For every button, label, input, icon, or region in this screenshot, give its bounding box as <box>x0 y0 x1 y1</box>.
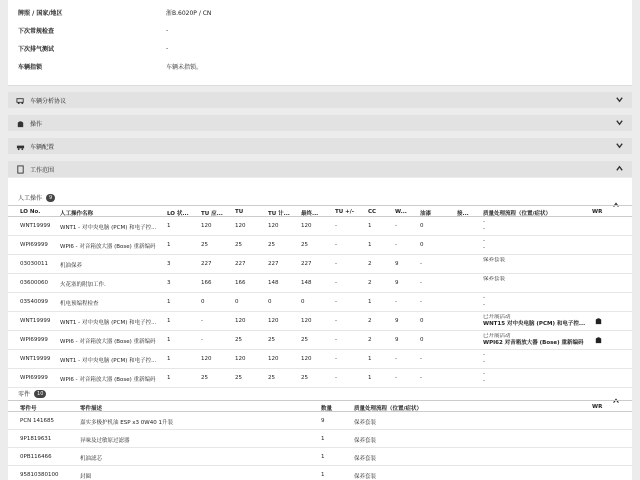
cell-paint: 0 <box>420 223 424 229</box>
cell-st: 1 <box>167 242 171 248</box>
cell-quality <box>483 333 584 347</box>
cell-fin: 25 <box>301 375 308 381</box>
cell-quality <box>483 276 505 283</box>
quality-line-1: - <box>483 238 485 244</box>
column-header[interactable]: W... <box>395 209 407 215</box>
column-header[interactable]: 人工操作名称 <box>60 211 94 217</box>
plate-value: 浙B.6020P / CN <box>166 9 212 17</box>
cell-name: WNT1 - 对中央电脑 (PCM) 和电子控... <box>60 358 157 364</box>
cell-no: 95810380100 <box>20 472 59 478</box>
emission-value: - <box>166 44 169 52</box>
cell-w: 9 <box>395 318 399 324</box>
cell-pm: - <box>335 261 337 267</box>
lock-value: 车辆未指锁。 <box>166 63 203 71</box>
cell-tua: 227 <box>201 261 212 267</box>
column-header[interactable]: WR <box>592 209 603 215</box>
cell-tua: - <box>201 318 203 324</box>
cell-tuc: 148 <box>268 280 279 286</box>
quality-line-2: - <box>483 378 485 384</box>
cell-quality <box>483 295 485 309</box>
table-row[interactable] <box>8 350 632 369</box>
table-row[interactable] <box>8 466 632 480</box>
cell-tu: 166 <box>235 280 246 286</box>
quality-line-1: - <box>483 295 485 301</box>
service-value: - <box>166 26 169 34</box>
labor-count-badge: 9 <box>46 194 55 202</box>
cell-tua: 120 <box>201 223 212 229</box>
section-operations-label: 操作 <box>30 120 43 128</box>
cell-name: WPI6 - 对音箱放大器 (Bose) 重新编码 <box>60 244 156 250</box>
section-config[interactable] <box>8 138 632 154</box>
cell-tu: 120 <box>235 318 246 324</box>
cell-st: 1 <box>167 337 171 343</box>
section-operations[interactable] <box>8 115 632 131</box>
cell-cc: 1 <box>368 223 372 229</box>
labor-header-row <box>8 205 632 217</box>
cell-cc: 1 <box>368 242 372 248</box>
service-label: 下次常规检查 <box>18 27 55 35</box>
cell-name: 火花塞的附加工作. <box>60 282 106 288</box>
cell-name: WNT1 - 对中央电脑 (PCM) 和电子控... <box>60 225 157 231</box>
cell-w: - <box>395 375 397 381</box>
cell-tu: 120 <box>235 223 246 229</box>
labor-title: 人工操作 <box>18 195 43 202</box>
cell-fin: 148 <box>301 280 312 286</box>
cell-lo: WNT19999 <box>20 223 51 229</box>
plate-row <box>18 6 211 18</box>
cell-cc: 1 <box>368 375 372 381</box>
cell-w: - <box>395 299 397 305</box>
section-workscope-label: 工作范围 <box>30 166 55 174</box>
column-header[interactable]: TU 计... <box>268 211 290 217</box>
section-workscope[interactable] <box>8 161 632 177</box>
cell-paint: 0 <box>420 337 424 343</box>
cell-w: 9 <box>395 280 399 286</box>
column-header[interactable]: CC <box>368 209 377 215</box>
table-row[interactable] <box>8 255 632 274</box>
cell-name: 机电预编程检查 <box>60 301 99 307</box>
cell-paint: - <box>420 375 422 381</box>
cell-st: 1 <box>167 299 171 305</box>
cell-w: - <box>395 356 397 362</box>
service-row <box>18 24 168 36</box>
cell-fin: 0 <box>301 299 305 305</box>
bag-icon <box>16 119 30 128</box>
column-header[interactable]: 零件号 <box>20 406 37 412</box>
car-config-icon <box>16 142 30 151</box>
quality-line-1: - <box>483 352 485 358</box>
cell-w: - <box>395 242 397 248</box>
cell-paint: - <box>420 280 422 286</box>
cell-paint: - <box>420 261 422 267</box>
cell-quality <box>483 257 505 264</box>
cell-tua: 120 <box>201 356 212 362</box>
cell-w: 9 <box>395 261 399 267</box>
cell-lo: WNT19999 <box>20 356 51 362</box>
cell-no: PCN 141685 <box>20 418 55 424</box>
cell-tua: 0 <box>201 299 205 305</box>
cell-qty: 1 <box>321 436 325 442</box>
cell-q: 保养套装 <box>354 474 377 480</box>
cell-quality <box>483 371 485 385</box>
cell-paint: 0 <box>420 318 424 324</box>
car-analysis-icon <box>16 96 30 105</box>
cell-desc: 异味及过敏原过滤器 <box>80 438 130 444</box>
cell-cc: 2 <box>368 280 372 286</box>
quality-line-1: - <box>483 371 485 377</box>
cell-tuc: 120 <box>268 356 279 362</box>
column-header[interactable]: LO No. <box>20 209 41 215</box>
cell-tuc: 120 <box>268 318 279 324</box>
quality-line-2: WPI62 对音箱放大器 (Bose) 重新编码 <box>483 340 584 346</box>
quality-line-2: WNT15 对中央电脑 (PCM) 和电子控... <box>483 321 586 327</box>
chevron-down-icon[interactable] <box>615 95 624 106</box>
cell-lo: WPI69999 <box>20 375 48 381</box>
cell-w: - <box>395 223 397 229</box>
cell-name: WNT1 - 对中央电脑 (PCM) 和电子控... <box>60 320 157 326</box>
labor-subheader <box>18 193 55 202</box>
emission-label: 下次排气测试 <box>18 45 55 53</box>
cell-name: WPI6 - 对音箱放大器 (Bose) 重新编码 <box>60 339 156 345</box>
lock-label: 车辆指锁 <box>18 63 43 71</box>
cell-st: 1 <box>167 223 171 229</box>
table-row[interactable] <box>8 430 632 448</box>
cell-pm: - <box>335 356 337 362</box>
quality-line-2: - <box>483 359 485 365</box>
chevron-up-icon[interactable] <box>615 164 624 175</box>
table-row[interactable] <box>8 236 632 255</box>
cell-paint: - <box>420 299 422 305</box>
cell-lo: 03540099 <box>20 299 48 305</box>
quality-line-1: - <box>483 219 485 225</box>
cell-st: 3 <box>167 261 171 267</box>
cell-tu: 227 <box>235 261 246 267</box>
cell-fin: 227 <box>301 261 312 267</box>
cell-tu: 25 <box>235 242 242 248</box>
cell-quality <box>483 314 585 328</box>
section-analysis[interactable] <box>8 92 632 108</box>
plate-label: 牌照 / 国家/地区 <box>18 9 63 17</box>
cell-tua: 25 <box>201 242 208 248</box>
cell-tuc: 25 <box>268 375 275 381</box>
chevron-down-icon[interactable] <box>615 141 624 152</box>
bag-icon[interactable] <box>594 335 603 346</box>
cell-q: 保养套装 <box>354 420 377 426</box>
cell-tua: 25 <box>201 375 208 381</box>
table-row[interactable] <box>8 217 632 236</box>
cell-lo: 03030011 <box>20 261 48 267</box>
column-header[interactable]: 数量 <box>321 406 333 412</box>
cell-cc: 2 <box>368 261 372 267</box>
column-header[interactable]: 最终... <box>301 211 319 217</box>
cell-tua: - <box>201 337 203 343</box>
cell-cc: 2 <box>368 318 372 324</box>
cell-no: 9P1819631 <box>20 436 52 442</box>
cell-desc: 嘉实多极护机油 ESP x3 0W40 1升装 <box>80 420 173 426</box>
cell-q: 保养套装 <box>354 438 377 444</box>
table-row[interactable] <box>8 448 632 466</box>
cell-q: 保养套装 <box>354 456 377 462</box>
column-header[interactable]: 质量处理流程（位置/症状） <box>354 406 423 412</box>
cell-pm: - <box>335 299 337 305</box>
workscope-panel <box>8 178 632 480</box>
cell-st: 1 <box>167 356 171 362</box>
parts-subheader <box>18 389 46 398</box>
table-row[interactable] <box>8 369 632 388</box>
cell-cc: 2 <box>368 337 372 343</box>
quality-line-1: 已开展活动 <box>483 314 511 320</box>
quality-line-1: 保养套装 <box>483 276 506 282</box>
cell-tuc: 227 <box>268 261 279 267</box>
column-header[interactable]: 质量处理流程（位置/症状） <box>483 211 552 217</box>
cell-cc: 1 <box>368 299 372 305</box>
table-row[interactable] <box>8 331 632 350</box>
cell-tuc: 25 <box>268 337 275 343</box>
cell-tuc: 0 <box>268 299 272 305</box>
cell-w: 9 <box>395 337 399 343</box>
column-header[interactable]: LO 状... <box>167 211 189 217</box>
quality-line-1: 保养套装 <box>483 257 506 263</box>
cell-quality <box>483 219 485 233</box>
cell-paint: - <box>420 356 422 362</box>
cell-name: 机油保养 <box>60 263 83 269</box>
clipboard-icon <box>16 165 30 174</box>
cell-lo: WPI69999 <box>20 337 48 343</box>
section-config-label: 车辆配置 <box>30 143 55 151</box>
cell-qty: 1 <box>321 454 325 460</box>
cell-desc: 封圈 <box>80 474 92 480</box>
cell-st: 3 <box>167 280 171 286</box>
cell-pm: - <box>335 318 337 324</box>
parts-title: 零件 <box>18 391 31 398</box>
parts-count-badge: 10 <box>34 390 46 398</box>
column-header[interactable]: 零件描述 <box>80 406 103 412</box>
section-analysis-label: 车辆分析协议 <box>30 97 67 105</box>
cell-pm: - <box>335 242 337 248</box>
cell-tu: 25 <box>235 375 242 381</box>
chevron-down-icon[interactable] <box>615 118 624 129</box>
cell-desc: 机油滤芯 <box>80 456 103 462</box>
parts-header-row <box>8 400 632 412</box>
cell-pm: - <box>335 280 337 286</box>
cell-fin: 120 <box>301 318 312 324</box>
column-header[interactable]: 接... <box>457 211 469 217</box>
table-row[interactable] <box>8 274 632 293</box>
cell-tuc: 120 <box>268 223 279 229</box>
table-row[interactable] <box>8 412 632 430</box>
cell-fin: 25 <box>301 242 308 248</box>
cell-tu: 0 <box>235 299 239 305</box>
cell-st: 1 <box>167 375 171 381</box>
cell-lo: 03600060 <box>20 280 48 286</box>
cell-cc: 1 <box>368 356 372 362</box>
quality-line-2: - <box>483 302 485 308</box>
lock-row <box>18 60 202 72</box>
bag-icon[interactable] <box>594 316 603 327</box>
column-header[interactable]: TU <box>235 209 244 215</box>
cell-no: 0PB116466 <box>20 454 52 460</box>
quality-line-1: 已开展活动 <box>483 333 511 339</box>
cell-quality <box>483 352 485 366</box>
quality-line-2: - <box>483 226 485 232</box>
column-header[interactable]: TU 应... <box>201 211 223 217</box>
cell-st: 1 <box>167 318 171 324</box>
cell-fin: 120 <box>301 223 312 229</box>
cell-paint: 0 <box>420 242 424 248</box>
column-header[interactable]: TU +/- <box>335 209 355 215</box>
cell-lo: WNT19999 <box>20 318 51 324</box>
cell-qty: 9 <box>321 418 325 424</box>
table-row[interactable] <box>8 312 632 331</box>
cell-pm: - <box>335 223 337 229</box>
cell-quality <box>483 238 485 252</box>
cell-qty: 1 <box>321 472 325 478</box>
cell-fin: 120 <box>301 356 312 362</box>
table-row[interactable] <box>8 293 632 312</box>
quality-line-2: - <box>483 245 485 251</box>
cell-lo: WPI69999 <box>20 242 48 248</box>
column-header[interactable]: 油漆 <box>420 211 432 217</box>
cell-tuc: 25 <box>268 242 275 248</box>
emission-row <box>18 42 168 54</box>
cell-fin: 25 <box>301 337 308 343</box>
cell-tu: 25 <box>235 337 242 343</box>
cell-tua: 166 <box>201 280 212 286</box>
cell-pm: - <box>335 337 337 343</box>
column-header[interactable]: WR <box>592 404 603 410</box>
cell-tu: 120 <box>235 356 246 362</box>
vehicle-info-card <box>8 0 632 86</box>
cell-pm: - <box>335 375 337 381</box>
cell-name: WPI6 - 对音箱放大器 (Bose) 重新编码 <box>60 377 156 383</box>
